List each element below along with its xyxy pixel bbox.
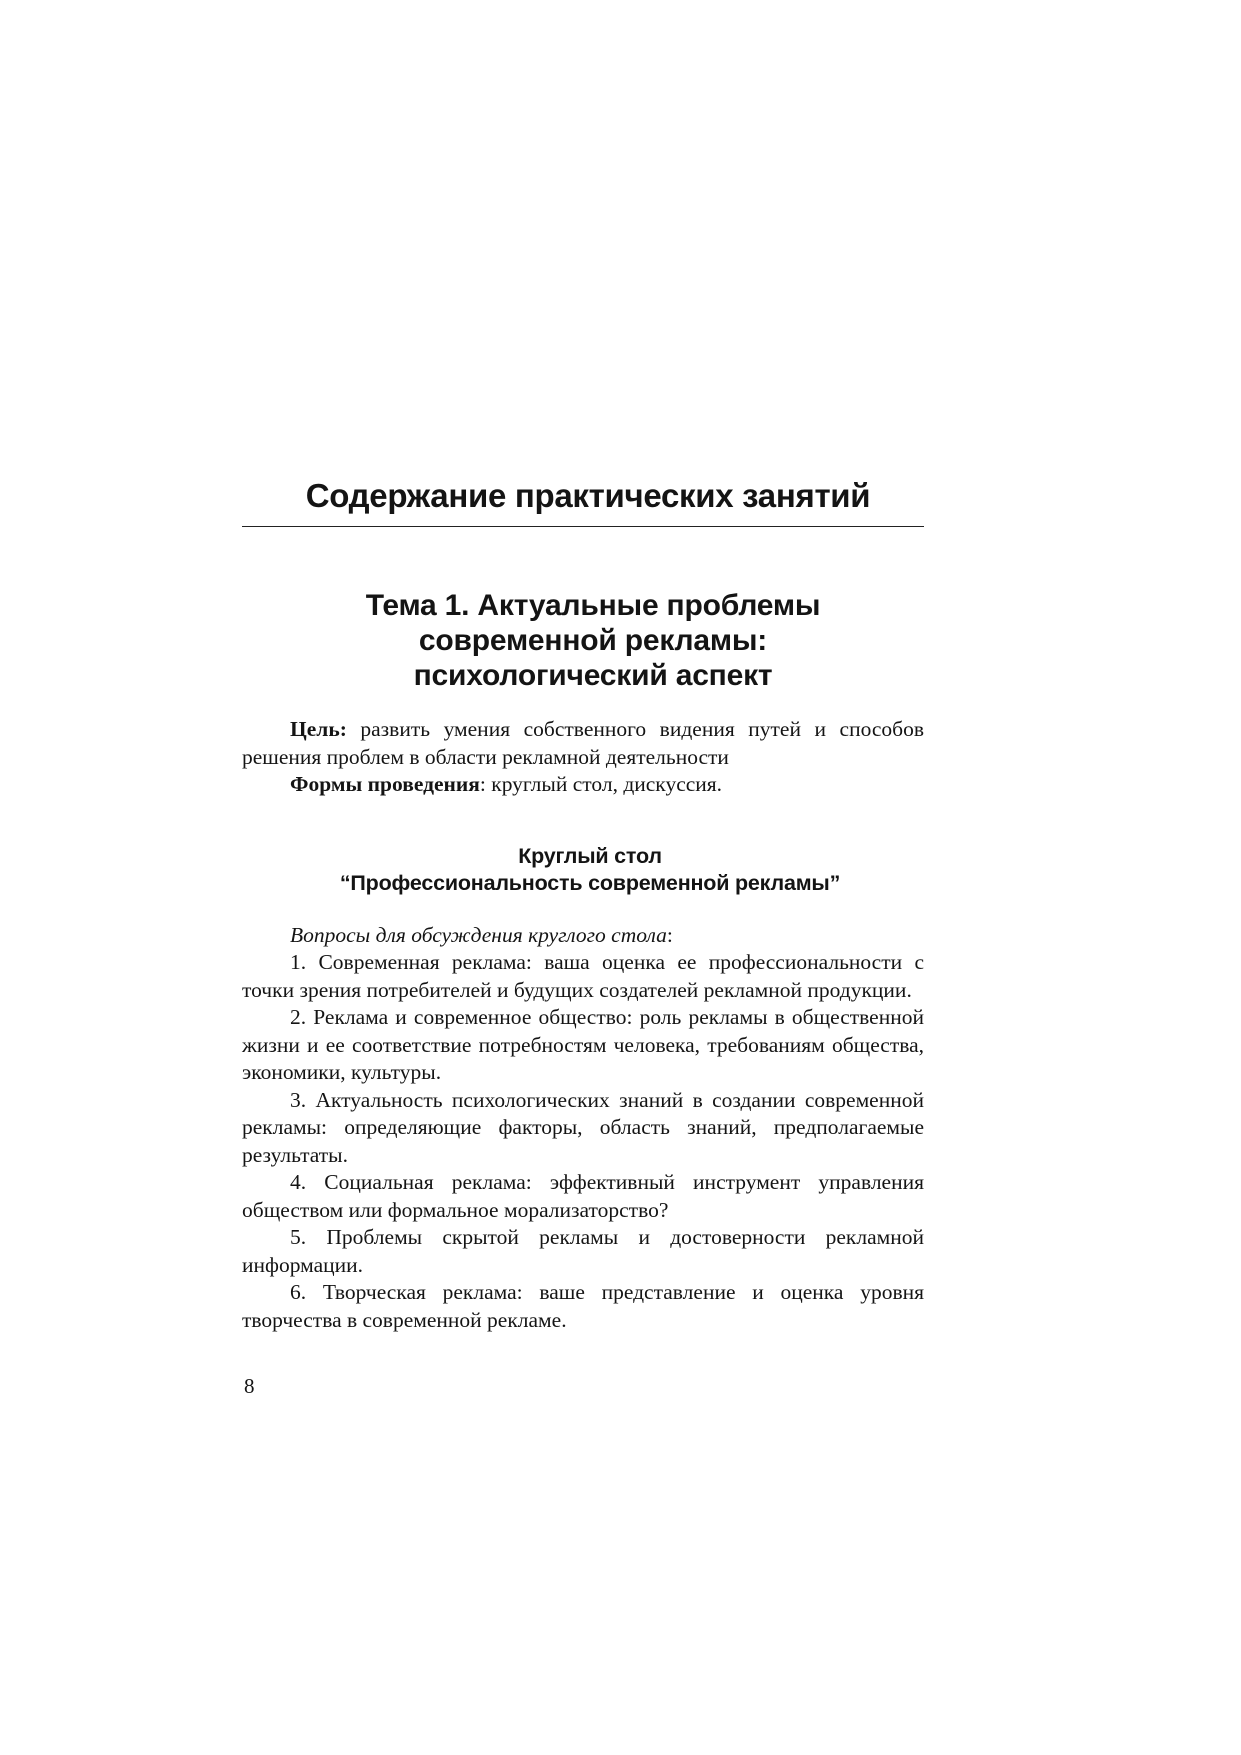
forms-label: Формы проведения xyxy=(290,772,480,796)
question-item: 3. Актуальность психологических знаний в создании современной рекламы: определяющие факторы, область знаний, предполагаемые результаты. xyxy=(242,1087,924,1167)
goal-block xyxy=(242,716,924,799)
question-item: 2. Реклама и современное общество: роль рекламы в общественной жизни и ее соответствие потребностям человека, требованиям общества, экономики, культуры. xyxy=(242,1005,924,1084)
questions-intro-text: Вопросы для обсуждения круглого стола xyxy=(290,922,667,947)
goal-paragraph xyxy=(242,716,924,771)
round-table-title xyxy=(242,843,924,897)
questions-list xyxy=(242,922,924,1335)
forms-paragraph xyxy=(242,771,924,799)
forms-text: : круглый стол, дискуссия. xyxy=(479,772,723,796)
questions-intro xyxy=(242,922,924,950)
goal-label: Цель: xyxy=(290,717,347,741)
section-divider xyxy=(242,526,924,527)
section-title: Содержание практических занятий xyxy=(305,477,871,514)
questions-intro-suffix: : xyxy=(666,922,673,947)
question-item: 4. Социальная реклама: эффективный инструмент управления обществом или формальное морализаторство? xyxy=(242,1170,924,1222)
round-table-title-line: Круглый стол xyxy=(518,843,662,868)
question-item: 6. Творческая реклама: ваше представление и оценка уровня творчества в современной рекламе. xyxy=(242,1280,924,1332)
topic-title-line: Тема 1. Актуальные проблемы xyxy=(365,589,821,622)
question-item: 5. Проблемы скрытой рекламы и достоверности рекламной информации. xyxy=(242,1225,924,1277)
topic-title xyxy=(242,588,924,693)
round-table-title-line: “Профессиональность современной рекламы” xyxy=(339,870,841,895)
topic-title-line: современной рекламы: xyxy=(418,624,768,657)
page-number: 8 xyxy=(244,1374,255,1398)
topic-title-line: психологический аспект xyxy=(413,659,773,692)
page-content xyxy=(242,470,924,1334)
question-item: 1. Современная реклама: ваша оценка ее профессиональности с точки зрения потребителей и будущих создателей рекламной продукции. xyxy=(242,950,924,1002)
goal-text: развить умения собственного видения путей и способов решения проблем в области рекламной деятельности xyxy=(242,717,924,769)
